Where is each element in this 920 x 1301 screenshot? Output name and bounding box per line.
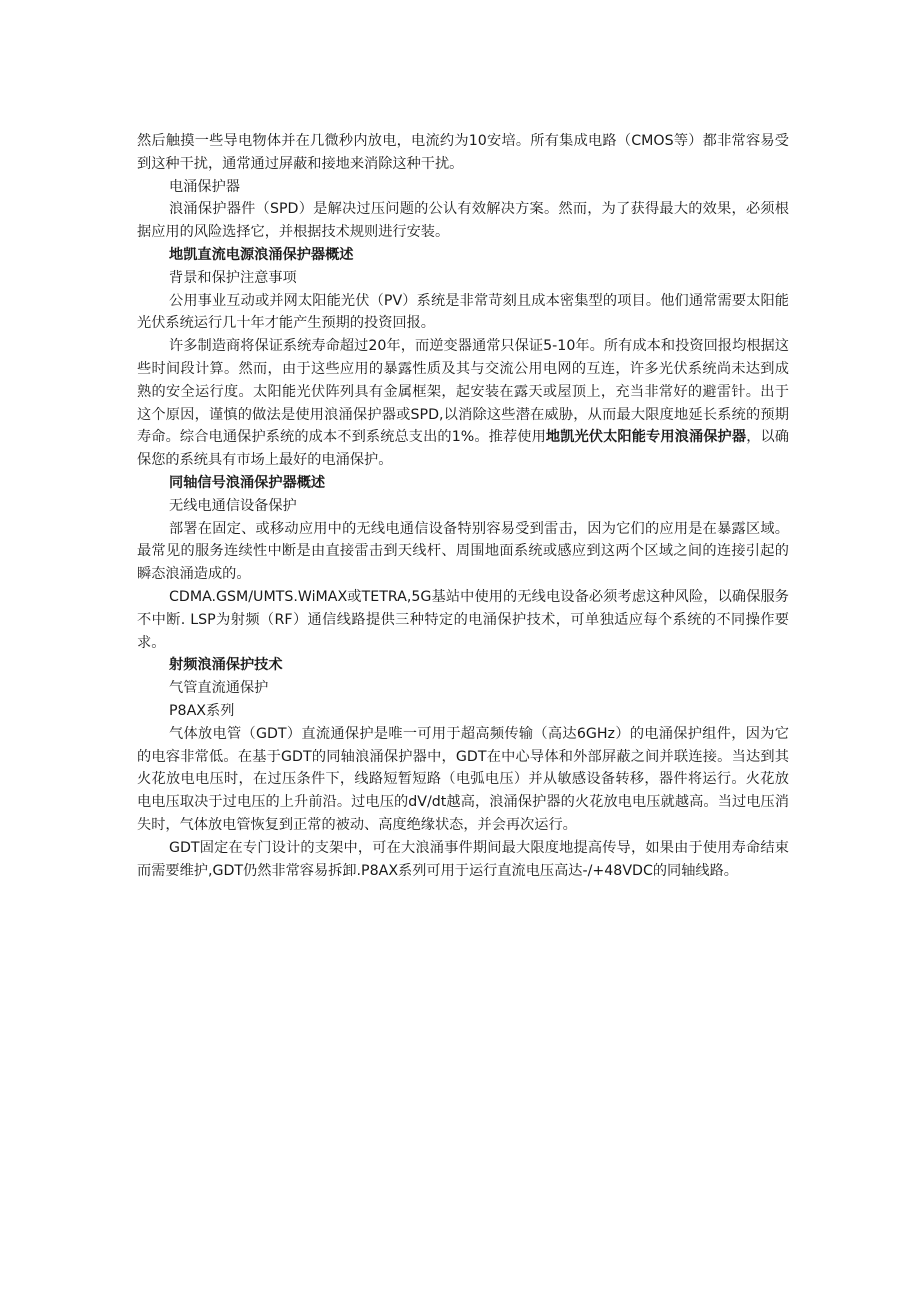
paragraph-pv-warranty: [137, 335, 789, 472]
pv-spd-product-name: 地凯光伏太阳能专用浪涌保护器: [545, 429, 747, 446]
label-radio-protection: 无线电通信设备保护: [169, 497, 297, 514]
label-p8ax-series: P8AX系列: [169, 702, 235, 719]
paragraph-pv-systems: 公用事业互动或并网太阳能光伏（PV）系统是非常苛刻且成本密集型的项目。他们通常需要太阳能光伏系统运行几十年才能产生预期的投资回报。: [137, 292, 789, 332]
paragraph-gdt-description: 气体放电管（GDT）直流通保护是唯一可用于超高频传输（高达6GHz）的电涌保护组件，因为它的电容非常低。在基于GDT的同轴浪涌保护器中，GDT在中心导体和外部屏蔽之间并联连接。当达到其火花放电电压时，在过压条件下，线路短暂短路（电弧电压）并从敏感设备转移，器件将运行。火花放电电压取决于过电压的上升前沿。过电压的dV/dt越高，浪涌保护器的火花放电电压就越高。当过电压消失时，气体放电管恢复到正常的被动、高度绝缘状态，并会再次运行。: [137, 725, 789, 833]
heading-coax-spd: 同轴信号浪涌保护器概述: [169, 474, 326, 491]
document-body: [137, 130, 789, 882]
pv-warranty-text-end: ，以确保您的系统具有市场上最好的电涌保护。: [137, 429, 789, 469]
heading-dc-power-spd: 地凯直流电源浪涌保护器概述: [169, 246, 354, 263]
paragraph-spd-intro: 浪涌保护器件（SPD）是解决过压问题的公认有效解决方案。然而，为了获得最大的效果，必须根据应用的风险选择它，并根据技术规则进行安装。: [137, 201, 789, 241]
label-gas-tube-protection: 气管直流通保护: [169, 680, 269, 697]
label-background: 背景和保护注意事项: [169, 269, 297, 286]
paragraph-esd-intro: 然后触摸一些导电物体并在几微秒内放电，电流约为10安培。所有集成电路（CMOS等）都非常容易受到这种干扰，通常通过屏蔽和接地来消除这种干扰。: [137, 133, 789, 172]
pv-warranty-text: 许多制造商将保证系统寿命超过20年，而逆变器通常只保证5-10年。所有成本和投资回报均根据这些时间段计算。然而，由于这些应用的暴露性质及其与交流公用电网的互连，许多光伏系统尚未达到成熟的安全运行度。太阳能光伏阵列具有金属框架，起安装在露天或屋顶上，充当非常好的避雷针。出于这个原因，谨慎的做法是使用浪涌保护器或SPD,以消除这些潜在威胁，从而最大限度地延长系统的预期寿命。综合电通保护系统的成本不到系统总支出的1%。推荐使用: [137, 338, 789, 446]
label-surge-protector: 电涌保护器: [169, 178, 240, 195]
paragraph-radio-equipment: 部署在固定、或移动应用中的无线电通信设备特别容易受到雷击，因为它们的应用是在暴露区域。最常见的服务连续性中断是由直接雷击到天线杆、周围地面系统或感应到这两个区域之间的连接引起的瞬态浪涌造成的。: [137, 520, 789, 583]
heading-rf-surge-tech: 射频浪涌保护技术: [169, 657, 283, 674]
paragraph-gdt-mounting: GDT固定在专门设计的支架中，可在大浪涌事件期间最大限度地提高传导，如果由于使用寿命结束而需要维护,GDT仍然非常容易拆卸.P8AX系列可用于运行直流电压高达-/+48VDC的同轴线路。: [137, 839, 789, 879]
paragraph-base-station: CDMA.GSM/UMTS.WiMAX或TETRA,5G基站中使用的无线电设备必须考虑这种风险，以确保服务不中断. LSP为射频（RF）通信线路提供三种特定的电涌保护技术，可单独适应每个系统的不同操作要求。: [137, 588, 789, 651]
